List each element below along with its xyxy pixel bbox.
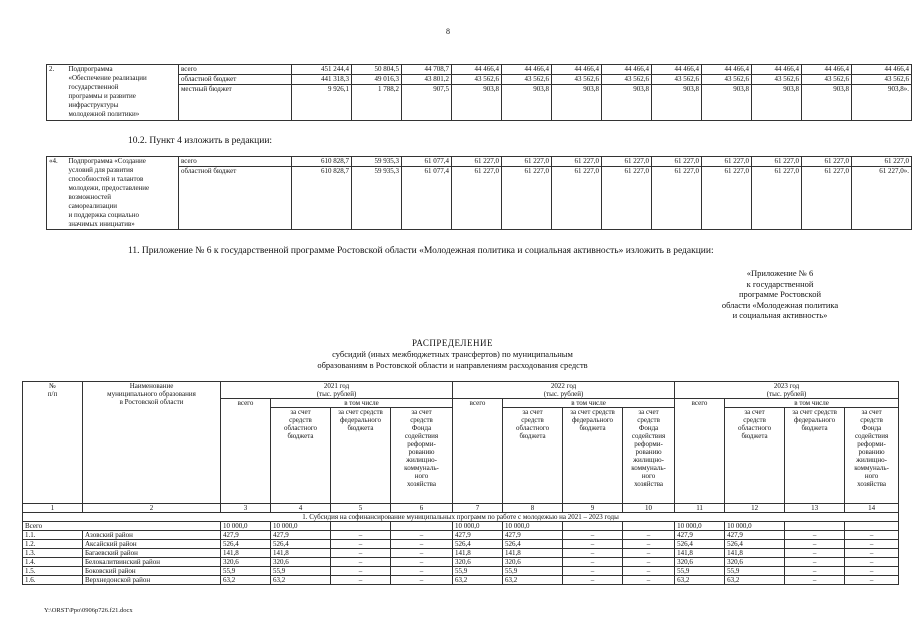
subprogram-4-value: 610 828,7 [292, 167, 352, 230]
header-line: реформи- [634, 440, 663, 448]
row-value: 141,8 [503, 549, 563, 558]
subprogram-4-value: 61 227,0 [752, 167, 802, 230]
subprogram-4-name-line: условий для развития [68, 166, 134, 174]
header-regional-budget-2023 [725, 408, 785, 504]
table-row [23, 567, 899, 576]
row-number: 1.3. [23, 549, 83, 558]
subprogram-2-value: 44 466,4 [702, 65, 752, 75]
subprogram-2-value: 43 562,6 [452, 75, 502, 85]
subprogram-2-value: 903,8 [752, 85, 802, 121]
subprogram-2-value: 43 562,6 [602, 75, 652, 85]
row-value: 63,2 [675, 576, 725, 585]
row-value: – [785, 558, 845, 567]
subprogram-2-value: 903,8 [502, 85, 552, 121]
row-value: – [391, 558, 453, 567]
subprogram-4-value: 61 227,0 [652, 167, 702, 230]
column-number: 10 [623, 504, 675, 513]
subprogram-2-source: всего [179, 65, 292, 75]
header-line: за счет [861, 408, 882, 416]
header-line: ного [414, 472, 429, 480]
subprogram-2-value: 43 562,6 [502, 75, 552, 85]
appendix-line: к государственной [746, 278, 814, 289]
header-line: содействия [854, 432, 889, 440]
subprogram-2-value: 43 562,6 [552, 75, 602, 85]
row-value [563, 522, 623, 531]
subprogram-2-value: 43 562,6 [852, 75, 912, 85]
subprogram-2-value: 44 466,4 [652, 65, 702, 75]
column-number: 4 [271, 504, 331, 513]
header-line: бюджета [801, 424, 828, 432]
subprogram-4-table [46, 156, 912, 230]
appendix-caption [705, 268, 855, 321]
row-value: – [785, 567, 845, 576]
column-number: 11 [675, 504, 725, 513]
header-total-2023: всего [675, 399, 725, 504]
row-value [785, 522, 845, 531]
column-number: 13 [785, 504, 845, 513]
subprogram-4-value: 61 227,0 [602, 157, 652, 167]
subprogram-2-table [46, 64, 912, 121]
subprogram-2-value: 44 466,4 [602, 65, 652, 75]
subprogram-4-value: 61 227,0». [852, 167, 912, 230]
subprogram-2-value: 903,8 [452, 85, 502, 121]
subprogram-2-name [67, 65, 179, 121]
row-number: 1.6. [23, 576, 83, 585]
header-line: бюджета [287, 432, 314, 440]
header-line: рованию [635, 448, 662, 456]
subprogram-2-row [47, 65, 912, 75]
paragraph-11: 11. Приложение № 6 к государственной программе Ростовской области «Молодежная политика и социальная активность» изложить в редакции: [128, 246, 714, 256]
row-value: 10 000,0 [453, 522, 503, 531]
subprogram-2-name-line: Подпрограмма [68, 65, 113, 73]
table-row [23, 540, 899, 549]
row-value: 320,6 [675, 558, 725, 567]
header-housing-fund-2022 [623, 408, 675, 504]
subprogram-4-value: 61 077,4 [402, 167, 452, 230]
subprogram-4-value: 61 227,0 [552, 157, 602, 167]
subprogram-2-value: 903,8 [702, 85, 752, 121]
row-value: 320,6 [271, 558, 331, 567]
row-value: – [845, 540, 899, 549]
header-line: за счет [290, 408, 311, 416]
subprogram-2-value: 43 801,2 [402, 75, 452, 85]
header-incl-2023: в том числе [725, 399, 899, 408]
row-value: 55,9 [675, 567, 725, 576]
header-line: Фонда [411, 424, 432, 432]
row-value: – [563, 558, 623, 567]
subprogram-4-name-line: и поддержка социально [68, 211, 139, 219]
subprogram-4-value: 61 227,0 [452, 167, 502, 230]
subprogram-2-value: 903,8 [652, 85, 702, 121]
subprogram-2-value: 44 466,4 [552, 65, 602, 75]
header-year-2022: 2022 год (тыс. рублей) [453, 382, 675, 399]
table-row [23, 558, 899, 567]
header-line: средств [521, 416, 544, 424]
header-federal-budget-2021 [331, 408, 391, 504]
row-value: – [785, 576, 845, 585]
row-value [391, 522, 453, 531]
header-line: средств [410, 416, 433, 424]
header-regional-budget-2021 [271, 408, 331, 504]
row-value: – [331, 540, 391, 549]
subprogram-2-value: 50 804,5 [352, 65, 402, 75]
row-value: 63,2 [221, 576, 271, 585]
row-value: 55,9 [453, 567, 503, 576]
row-number: 1.5. [23, 567, 83, 576]
row-value: 63,2 [453, 576, 503, 585]
row-value [623, 522, 675, 531]
row-value: 320,6 [453, 558, 503, 567]
row-value: 55,9 [271, 567, 331, 576]
row-value: 427,9 [453, 531, 503, 540]
footer-file-path: Y:\ORST\Ppo\0906p726.f21.docx [44, 607, 133, 614]
row-value: 526,4 [675, 540, 725, 549]
row-value: 427,9 [503, 531, 563, 540]
subprogram-4-value: 59 935,3 [352, 167, 402, 230]
row-value: – [845, 558, 899, 567]
column-number: 14 [845, 504, 899, 513]
header-line: ного [641, 472, 656, 480]
header-line: содействия [404, 432, 439, 440]
header-name: Наименование муниципального образования в Ростовской области [83, 382, 221, 504]
subprogram-4-value: 61 227,0 [502, 157, 552, 167]
row-value: – [391, 531, 453, 540]
subtitle-line: субсидий (иных межбюджетных трансфертов) по муниципальным [332, 349, 573, 359]
subprogram-2-value: 1 788,2 [352, 85, 402, 121]
header-line: федерального [572, 416, 614, 424]
table-row [23, 531, 899, 540]
header-line: средств [637, 416, 660, 424]
row-value: – [331, 549, 391, 558]
header-incl-2021: в том числе [271, 399, 453, 408]
subprogram-4-value: 61 227,0 [452, 157, 502, 167]
header-line: бюджета [347, 424, 374, 432]
appendix-line: программе Ростовской [738, 289, 822, 299]
row-value: 10 000,0 [221, 522, 271, 531]
header-incl-2022: в том числе [503, 399, 675, 408]
header-federal-budget-2022 [563, 408, 623, 504]
row-value: 320,6 [725, 558, 785, 567]
subprogram-4-value: 61 227,0 [702, 157, 752, 167]
header-line: реформи- [407, 440, 436, 448]
column-number: 2 [83, 504, 221, 513]
row-value: – [845, 567, 899, 576]
row-value: 427,9 [271, 531, 331, 540]
row-value: 10 000,0 [725, 522, 785, 531]
table-row [23, 522, 899, 531]
header-line: средств [860, 416, 883, 424]
subprogram-2-value: 441 318,3 [292, 75, 352, 85]
header-total-2022: всего [453, 399, 503, 504]
row-value [845, 522, 899, 531]
subprogram-4-value: 61 227,0 [702, 167, 752, 230]
row-value: 526,4 [221, 540, 271, 549]
subprogram-2-value: 49 016,3 [352, 75, 402, 85]
subprogram-4-name-line: возможностей [68, 193, 111, 201]
header-line: федерального [339, 416, 381, 424]
row-value: – [331, 558, 391, 567]
row-value: – [391, 549, 453, 558]
row-value: – [563, 549, 623, 558]
subprogram-4-name-line: значимых инициатив» [68, 220, 135, 228]
row-value: 141,8 [271, 549, 331, 558]
row-value: 320,6 [503, 558, 563, 567]
row-value: 63,2 [503, 576, 563, 585]
row-value: – [331, 567, 391, 576]
row-value: 526,4 [725, 540, 785, 549]
municipality-name: Белокалитвинский район [83, 558, 221, 567]
header-line: Фонда [638, 424, 659, 432]
header-line: за счет [638, 408, 659, 416]
header-line: коммуналь- [854, 464, 889, 472]
subprogram-4-value: 61 227,0 [552, 167, 602, 230]
row-value: 141,8 [453, 549, 503, 558]
row-value: 526,4 [453, 540, 503, 549]
distribution-table [22, 381, 899, 585]
row-value: – [391, 576, 453, 585]
header-line: ного [864, 472, 879, 480]
header-line: бюджета [741, 432, 768, 440]
row-value: 63,2 [725, 576, 785, 585]
row-value [331, 522, 391, 531]
subprogram-2-name-line: инфраструктуры [68, 101, 119, 109]
subprogram-2-value: 903,8 [552, 85, 602, 121]
subprogram-2-value: 44 466,4 [502, 65, 552, 75]
row-value: – [563, 531, 623, 540]
header-num: № п/п [23, 382, 83, 504]
header-line: за счет средств [570, 408, 615, 416]
header-line: рованию [858, 448, 885, 456]
row-number: 1.4. [23, 558, 83, 567]
subtitle-line: образованиям в Ростовской области и направлениям расходования средств [317, 359, 588, 370]
subprogram-2-name-line: «Обеспечение реализации [68, 74, 147, 82]
row-value: 427,9 [221, 531, 271, 540]
row-value: – [785, 531, 845, 540]
subprogram-2-source: местный бюджет [179, 85, 292, 121]
header-housing-fund-2023 [845, 408, 899, 504]
row-value: 141,8 [221, 549, 271, 558]
column-number: 9 [563, 504, 623, 513]
subprogram-2-value: 44 466,4 [852, 65, 912, 75]
row-value: 55,9 [725, 567, 785, 576]
header-line: за счет [411, 408, 432, 416]
row-value: – [623, 576, 675, 585]
appendix-line: и социальная активность» [732, 310, 828, 320]
municipality-name: Багаевский район [83, 549, 221, 558]
row-value: – [623, 540, 675, 549]
header-line: за счет средств [338, 408, 383, 416]
subprogram-4-name-line: молодежи, предоставление [68, 184, 150, 192]
row-value: 141,8 [675, 549, 725, 558]
table-row [23, 549, 899, 558]
subprogram-4-value: 61 227,0 [602, 167, 652, 230]
appendix-line: области «Молодежная политика [721, 299, 839, 310]
municipality-name: Аксайский район [83, 540, 221, 549]
row-value: – [623, 549, 675, 558]
header-housing-fund-2021 [391, 408, 453, 504]
document-subtitle [0, 349, 905, 370]
subprogram-2-value: 903,8». [852, 85, 912, 121]
column-number: 6 [391, 504, 453, 513]
header-year-2021: 2021 год (тыс. рублей) [221, 382, 453, 399]
section-title: 1. Субсидия на софинансирование муниципальных программ по работе с молодежью на 2021 – 2023 годы [23, 513, 899, 522]
row-value: 10 000,0 [271, 522, 331, 531]
header-line: жилищно- [856, 456, 887, 464]
row-value: – [845, 531, 899, 540]
header-total-2021: всего [221, 399, 271, 504]
page-number: 8 [446, 27, 450, 36]
header-line: содействия [631, 432, 666, 440]
row-value: 55,9 [503, 567, 563, 576]
header-line: Фонда [861, 424, 882, 432]
subprogram-4-value: 61 227,0 [752, 157, 802, 167]
header-line: рованию [408, 448, 435, 456]
subprogram-4-name-line: способностей и талантов [68, 175, 144, 183]
subprogram-2-value: 44 708,7 [402, 65, 452, 75]
row-number: 1.1. [23, 531, 83, 540]
row-value: – [331, 576, 391, 585]
row-value: – [845, 576, 899, 585]
subprogram-2-name-line: программы и развитие [68, 92, 136, 100]
column-number: 7 [453, 504, 503, 513]
column-number: 5 [331, 504, 391, 513]
header-line: бюджета [519, 432, 546, 440]
header-line: областного [283, 424, 318, 432]
subprogram-4-name-line: Подпрограмма «Создание [68, 157, 146, 165]
document-title: РАСПРЕДЕЛЕНИЕ [411, 338, 494, 348]
row-value: – [331, 531, 391, 540]
row-value: 63,2 [271, 576, 331, 585]
header-line: за счет [522, 408, 543, 416]
subprogram-4-value: 61 227,0 [852, 157, 912, 167]
header-line: коммуналь- [404, 464, 439, 472]
header-line: областного [515, 424, 550, 432]
header-line: хозяйства [407, 480, 436, 488]
row-value: 526,4 [271, 540, 331, 549]
column-number: 1 [23, 504, 83, 513]
subprogram-2-value: 9 926,1 [292, 85, 352, 121]
subprogram-4-value: 61 227,0 [802, 157, 852, 167]
row-value: 55,9 [221, 567, 271, 576]
subprogram-2-value: 44 466,4 [452, 65, 502, 75]
header-line: средств [743, 416, 766, 424]
subprogram-2-value: 44 466,4 [802, 65, 852, 75]
subprogram-2-value: 451 244,4 [292, 65, 352, 75]
row-value: – [623, 558, 675, 567]
header-line: средств [289, 416, 312, 424]
row-value: 427,9 [725, 531, 785, 540]
header-line: федерального [794, 416, 836, 424]
table-row [23, 576, 899, 585]
row-number: 1.2. [23, 540, 83, 549]
row-label: Всего [23, 522, 221, 531]
subprogram-2-value: 43 562,6 [652, 75, 702, 85]
subprogram-4-value: 61 227,0 [502, 167, 552, 230]
subprogram-4-source: областной бюджет [179, 167, 292, 230]
subprogram-2-value: 903,8 [602, 85, 652, 121]
subprogram-2-name-line: молодежной политики» [68, 110, 140, 118]
row-value: 141,8 [725, 549, 785, 558]
header-line: за счет [744, 408, 765, 416]
row-value: 10 000,0 [675, 522, 725, 531]
subprogram-4-value: 59 935,3 [352, 157, 402, 167]
header-federal-budget-2023 [785, 408, 845, 504]
header-line: коммуналь- [631, 464, 666, 472]
header-line: хозяйства [857, 480, 887, 488]
subprogram-2-value: 43 562,6 [752, 75, 802, 85]
paragraph-10-2: 10.2. Пункт 4 изложить в редакции: [128, 136, 273, 146]
subprogram-2-value: 43 562,6 [802, 75, 852, 85]
header-line: реформи- [857, 440, 886, 448]
header-line: жилищно- [633, 456, 664, 464]
municipality-name: Боковский район [83, 567, 221, 576]
subprogram-2-source: областной бюджет [179, 75, 292, 85]
column-number: 12 [725, 504, 785, 513]
subprogram-4-value: 61 227,0 [802, 167, 852, 230]
appendix-line: «Приложение № 6 [746, 268, 814, 278]
row-value: – [785, 549, 845, 558]
subprogram-4-row [47, 157, 912, 167]
header-regional-budget-2022 [503, 408, 563, 504]
subprogram-2-value: 43 562,6 [702, 75, 752, 85]
municipality-name: Верхнедонской район [83, 576, 221, 585]
header-line: жилищно- [406, 456, 437, 464]
row-value: – [623, 567, 675, 576]
subprogram-2-name-line: государственной [68, 83, 119, 91]
municipality-name: Азовский район [83, 531, 221, 540]
subprogram-2-num: 2. [47, 65, 67, 121]
row-value: – [563, 576, 623, 585]
row-value: – [391, 567, 453, 576]
header-line: областного [738, 424, 772, 432]
header-line: хозяйства [634, 480, 664, 488]
subprogram-4-name-line: самореализации [68, 202, 117, 210]
subprogram-4-name [67, 157, 179, 230]
subprogram-4-num: «4. [47, 157, 67, 230]
row-value: 10 000,0 [503, 522, 563, 531]
row-value: – [623, 531, 675, 540]
subprogram-4-source: всего [179, 157, 292, 167]
subprogram-2-value: 903,8 [802, 85, 852, 121]
row-value: – [391, 540, 453, 549]
column-number: 8 [503, 504, 563, 513]
subprogram-4-value: 61 227,0 [652, 157, 702, 167]
section-row [23, 513, 899, 522]
row-value: – [785, 540, 845, 549]
row-value: 427,9 [675, 531, 725, 540]
header-line: за счет средств [792, 408, 837, 416]
subprogram-4-value: 61 077,4 [402, 157, 452, 167]
row-value: – [563, 567, 623, 576]
subprogram-2-value: 907,5 [402, 85, 452, 121]
row-value: 320,6 [221, 558, 271, 567]
row-value: 526,4 [503, 540, 563, 549]
header-year-2023: 2023 год (тыс. рублей) [675, 382, 899, 399]
subprogram-4-value: 610 828,7 [292, 157, 352, 167]
header-line: бюджета [579, 424, 606, 432]
row-value: – [845, 549, 899, 558]
column-number: 3 [221, 504, 271, 513]
subprogram-2-value: 44 466,4 [752, 65, 802, 75]
row-value: – [563, 540, 623, 549]
